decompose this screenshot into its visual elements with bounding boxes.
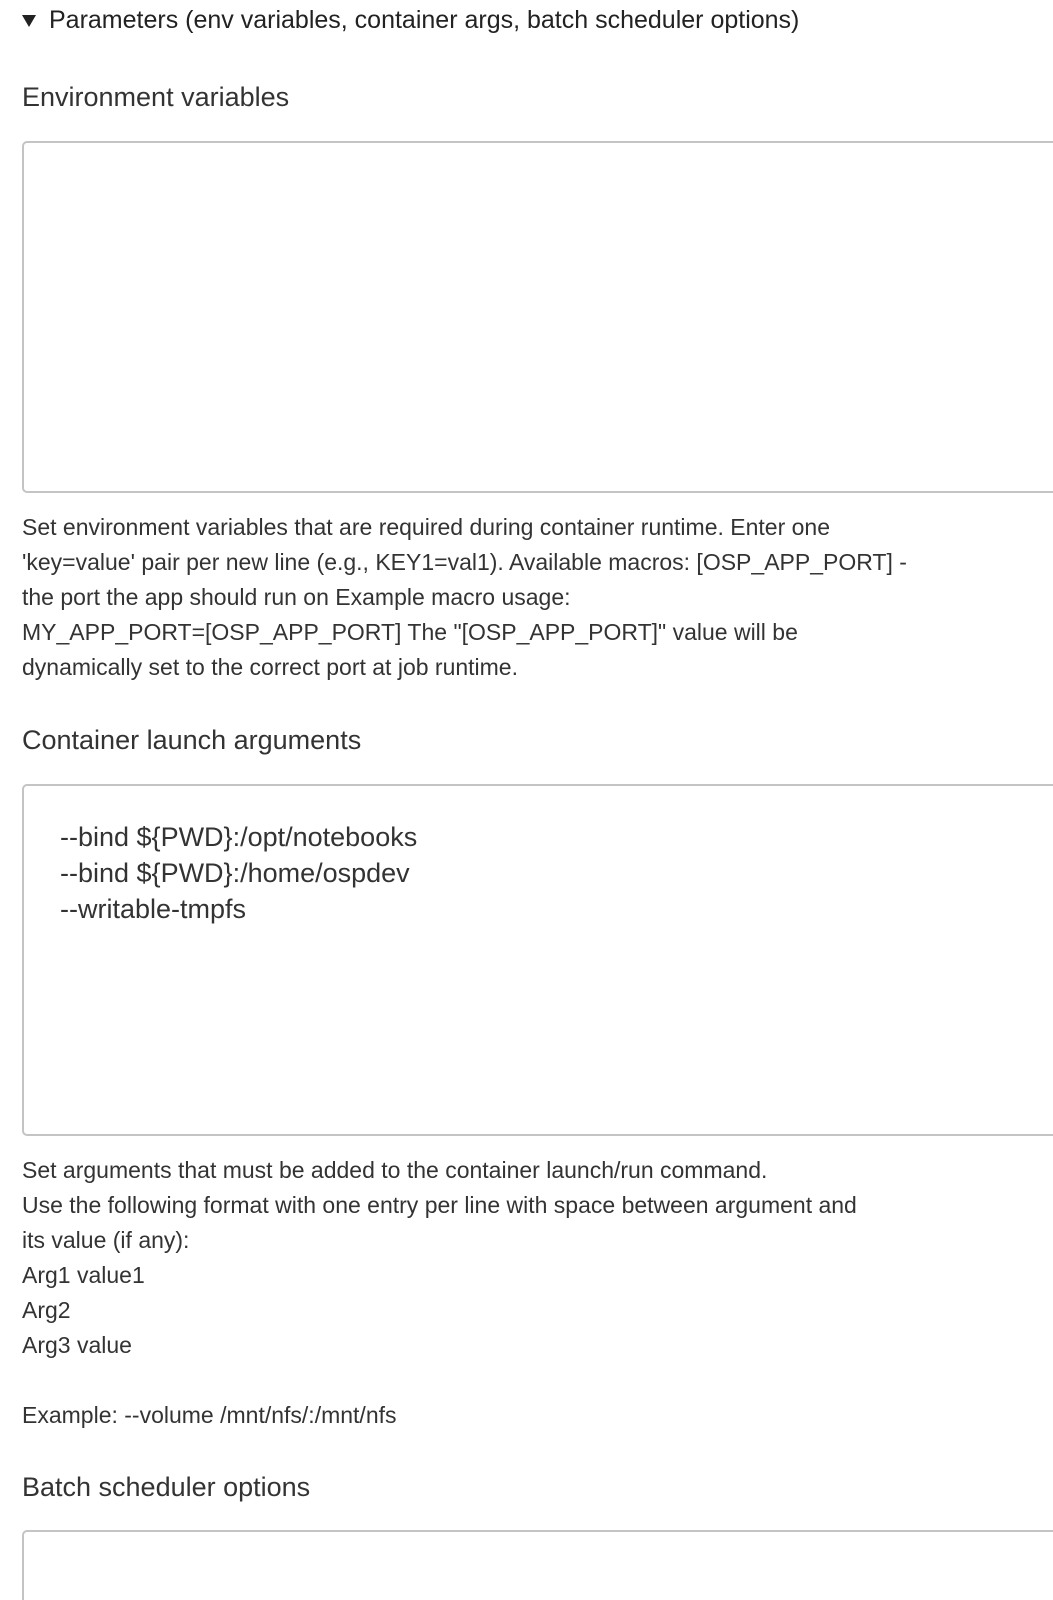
container-launch-arguments-label: Container launch arguments <box>22 725 362 755</box>
help-line: Set environment variables that are required during container runtime. Enter one <box>22 514 831 540</box>
help-line: the port the app should run on Example macro usage: <box>22 584 571 610</box>
help-line: its value (if any): <box>22 1227 190 1253</box>
environment-variables-label: Environment variables <box>22 82 290 112</box>
container-launch-arguments-help <box>22 1153 1022 1433</box>
batch-scheduler-options-label: Batch scheduler options <box>22 1472 311 1502</box>
help-line: Example: --volume /mnt/nfs/:/mnt/nfs <box>22 1402 397 1428</box>
environment-variables-textarea[interactable] <box>22 141 1053 493</box>
container-launch-arguments-value <box>60 819 417 927</box>
disclosure-triangle-down-icon <box>22 15 36 27</box>
help-line: Set arguments that must be added to the container launch/run command. <box>22 1157 768 1183</box>
environment-variables-help <box>22 510 1022 685</box>
help-line: MY_APP_PORT=[OSP_APP_PORT] The "[OSP_APP_PORT]" value will be <box>22 619 798 645</box>
argument-line: --writable-tmpfs <box>60 894 247 924</box>
help-line: Arg3 value <box>22 1332 132 1358</box>
container-launch-arguments-textarea[interactable] <box>22 784 1053 1136</box>
help-line: Arg2 <box>22 1297 71 1323</box>
parameters-section-title: Parameters (env variables, container args, batch scheduler options) <box>49 5 800 34</box>
help-line: 'key=value' pair per new line (e.g., KEY1=val1). Available macros: [OSP_APP_PORT] - <box>22 549 907 575</box>
parameters-section-toggle[interactable] <box>22 0 799 40</box>
argument-line: --bind ${PWD}:/home/ospdev <box>60 858 410 888</box>
batch-scheduler-options-textarea[interactable] <box>22 1530 1053 1600</box>
help-spacer <box>22 1363 1022 1398</box>
help-line: Arg1 value1 <box>22 1262 145 1288</box>
argument-line: --bind ${PWD}:/opt/notebooks <box>60 822 418 852</box>
help-line: dynamically set to the correct port at job runtime. <box>22 654 518 680</box>
help-line: Use the following format with one entry per line with space between argument and <box>22 1192 857 1218</box>
